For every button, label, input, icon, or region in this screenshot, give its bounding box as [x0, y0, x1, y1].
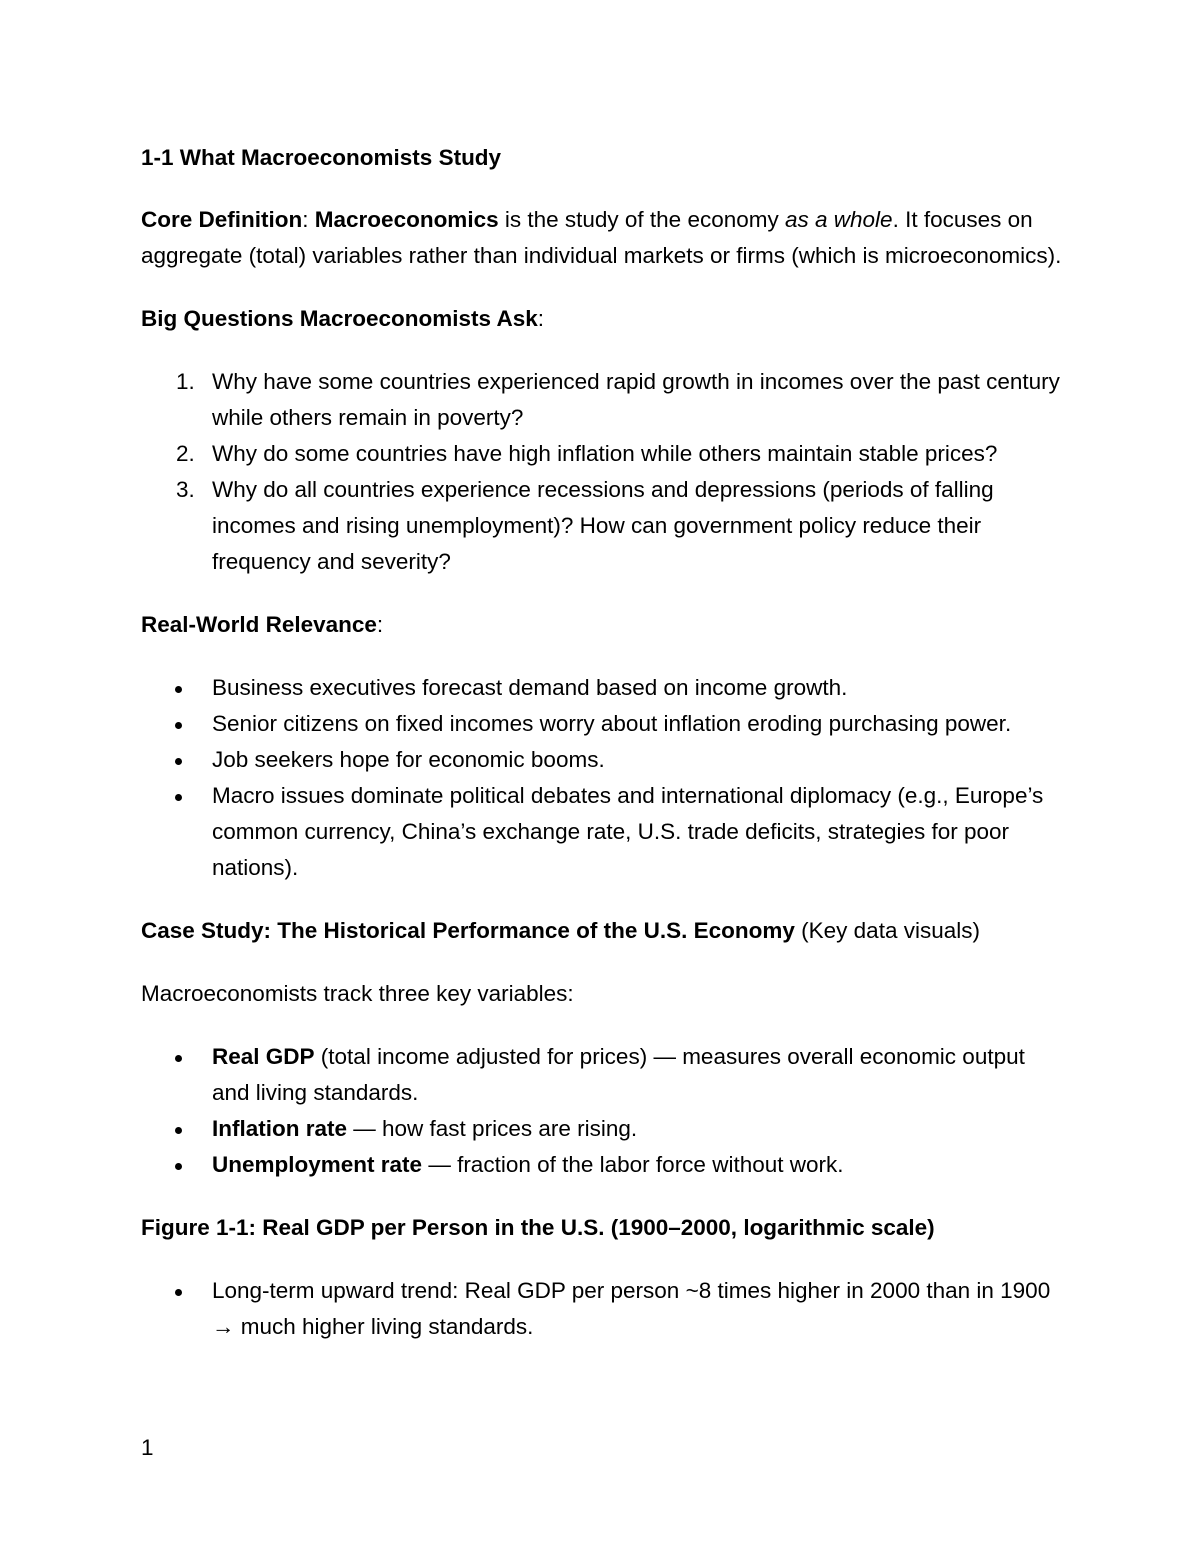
list-number: 1.: [176, 369, 195, 394]
big-questions-heading: [141, 301, 1066, 337]
list-number: 3.: [176, 477, 195, 502]
case-study-title: Case Study: The Historical Performance of the U.S. Economy: [141, 918, 795, 943]
list-item-text: Macro issues dominate political debates and international diplomacy (e.g., Europe’s common currency, China’s exchange rate, U.S. trade deficits, strategies for poor nations).: [212, 783, 1044, 880]
track-intro: Macroeconomists track three key variables:: [141, 981, 574, 1006]
bullet-icon: [175, 686, 182, 693]
bullet-icon: [175, 1163, 182, 1170]
list-item: [141, 778, 1066, 886]
list-item-text: Why have some countries experienced rapid growth in incomes over the past century while others remain in poverty?: [212, 369, 1060, 430]
list-item-text: Job seekers hope for economic booms.: [212, 747, 605, 772]
as-a-whole-emphasis: as a whole: [785, 207, 893, 232]
core-definition-label: Core Definition: [141, 207, 303, 232]
list-item-text: Why do all countries experience recessions and depressions (periods of falling incomes and rising unemployment)? How can government policy reduce their frequency and severity?: [212, 477, 994, 574]
core-definition-paragraph: [141, 202, 1066, 274]
page-number: 1: [141, 1435, 154, 1460]
list-item-text: Business executives forecast demand based on income growth.: [212, 675, 848, 700]
bullet-icon: [175, 722, 182, 729]
list-item: [141, 1039, 1066, 1111]
bullet-icon: [175, 1055, 182, 1062]
list-item-text: Senior citizens on fixed incomes worry about inflation eroding purchasing power.: [212, 711, 1012, 736]
variable-term: Real GDP: [212, 1044, 315, 1069]
bullet-icon: [175, 758, 182, 765]
big-questions-list: [141, 364, 1066, 580]
relevance-colon: :: [376, 612, 384, 637]
list-item: [141, 706, 1066, 742]
big-questions-colon: :: [537, 306, 545, 331]
variable-description: (total income adjusted for prices) — measures overall economic output and living standards.: [212, 1044, 1025, 1105]
case-study-heading: [141, 913, 1066, 949]
bullet-icon: [175, 1289, 182, 1296]
figure-notes-list: [141, 1273, 1066, 1345]
big-questions-heading-text: Big Questions Macroeconomists Ask: [141, 306, 538, 331]
case-study-note: (Key data visuals): [794, 918, 980, 943]
variable-description: — how fast prices are rising.: [347, 1116, 638, 1141]
core-definition-text-2: . It focuses on aggregate (total) variables rather than individual markets or firms (which is microeconomics).: [141, 207, 1062, 268]
list-number: 2.: [176, 441, 195, 466]
list-item: [141, 742, 1066, 778]
list-item: [141, 436, 1066, 472]
list-item: [141, 1111, 1066, 1147]
bullet-icon: [175, 1127, 182, 1134]
relevance-heading-text: Real-World Relevance: [141, 612, 377, 637]
variable-term: Inflation rate: [212, 1116, 348, 1141]
variable-term: Unemployment rate: [212, 1152, 423, 1177]
list-item: [141, 1147, 1066, 1183]
section-title: 1-1 What Macroeconomists Study: [141, 145, 502, 170]
core-definition-text-1: is the study of the economy: [498, 207, 785, 232]
document-body: [141, 140, 1066, 1372]
list-item: [141, 1273, 1066, 1345]
figure-heading: Figure 1-1: Real GDP per Person in the U.S. (1900–2000, logarithmic scale): [141, 1215, 935, 1240]
list-item: [141, 472, 1066, 580]
relevance-heading: [141, 607, 1066, 643]
bullet-icon: [175, 794, 182, 801]
relevance-list: [141, 670, 1066, 886]
macroeconomics-term: Macroeconomics: [314, 207, 499, 232]
list-item: [141, 364, 1066, 436]
variable-description: — fraction of the labor force without work.: [422, 1152, 844, 1177]
list-item-text: Long-term upward trend: Real GDP per person ~8 times higher in 2000 than in 1900 → much higher living standards.: [212, 1278, 1051, 1339]
list-item-text: Why do some countries have high inflation while others maintain stable prices?: [212, 441, 998, 466]
core-definition-colon: :: [302, 207, 309, 232]
key-variables-list: [141, 1039, 1066, 1183]
list-item: [141, 670, 1066, 706]
